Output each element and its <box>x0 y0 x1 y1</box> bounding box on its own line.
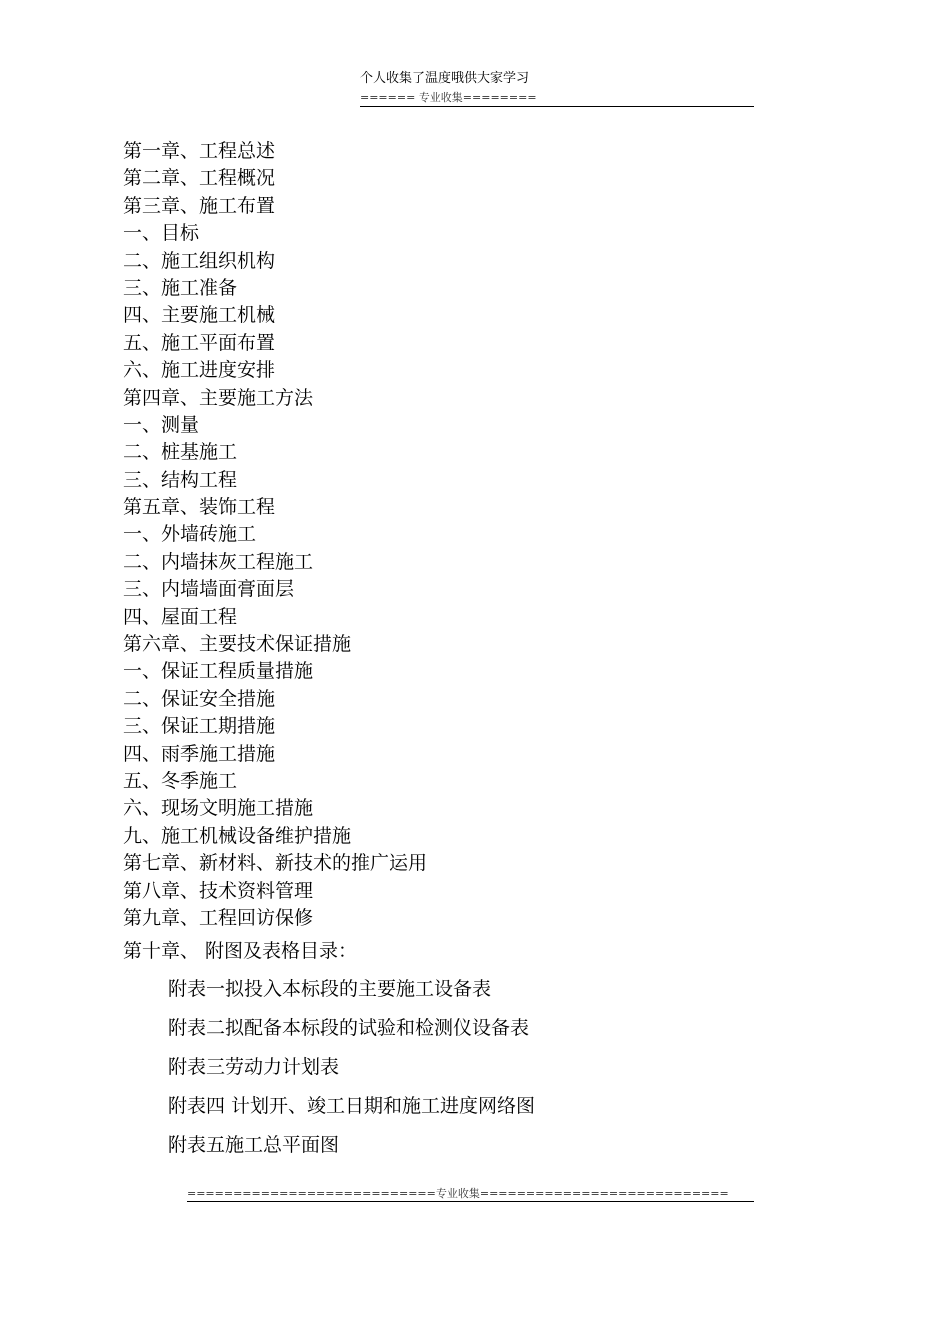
toc-item: 第一章、工程总述 <box>123 140 276 162</box>
appendix-heading: 第十章、 附图及表格目录： <box>123 940 358 962</box>
toc-item: 一、保证工程质量措施 <box>123 660 314 683</box>
toc-item: 一、测量 <box>123 413 200 436</box>
toc-item: 第四章、主要施工方法 <box>123 386 314 409</box>
toc-item: 三、结构工程 <box>123 468 238 491</box>
toc-item: 二、桩基施工 <box>123 441 238 464</box>
toc-item: 三、内墙墙面膏面层 <box>123 578 295 601</box>
toc-item: 第三章、施工布置 <box>123 194 276 217</box>
toc-item: 六、现场文明施工措施 <box>123 797 314 820</box>
toc-item: 第九章、工程回访保修 <box>123 906 314 929</box>
toc-item: 第二章、工程概况 <box>123 167 276 190</box>
toc-item: 一、目标 <box>123 222 200 245</box>
appendix-item: 附表五施工总平面图 <box>168 1134 340 1156</box>
toc-item: 一、外墙砖施工 <box>123 523 257 546</box>
appendix-item: 附表二拟配备本标段的试验和检测仪设备表 <box>168 1017 530 1039</box>
toc-item: 第六章、主要技术保证措施 <box>123 633 352 656</box>
toc-item: 二、内墙抹灰工程施工 <box>123 550 314 573</box>
toc-item: 四、主要施工机械 <box>123 304 276 327</box>
toc-item: 二、保证安全措施 <box>123 687 276 710</box>
toc-item: 第八章、技术资料管理 <box>123 879 314 902</box>
toc-item: 四、屋面工程 <box>123 605 238 628</box>
page-header-title <box>360 70 754 88</box>
toc-item: 四、雨季施工措施 <box>123 742 276 765</box>
appendix-item: 附表一拟投入本标段的主要施工设备表 <box>168 978 492 1000</box>
toc-item: 三、施工准备 <box>123 276 238 299</box>
page-footer: ===========================专业收集=========================== <box>187 1187 754 1202</box>
toc-item: 五、施工平面布置 <box>123 331 276 354</box>
toc-item: 第七章、新材料、新技术的推广运用 <box>123 852 428 875</box>
toc-item: 九、施工机械设备维护措施 <box>123 824 352 847</box>
header-title-text: 个人收集了温度哦供大家学习 <box>360 71 530 86</box>
toc-item: 二、施工组织机构 <box>123 249 276 272</box>
appendix-list <box>168 976 535 1171</box>
toc-item: 三、保证工期措施 <box>123 715 276 738</box>
toc-item: 第五章、装饰工程 <box>123 496 276 519</box>
appendix-item: 附表三劳动力计划表 <box>168 1056 340 1078</box>
toc-item: 五、冬季施工 <box>123 769 238 792</box>
toc-item: 六、施工进度安排 <box>123 359 276 382</box>
page-header-subtitle: ====== 专业收集======== <box>360 91 754 107</box>
appendix-item: 附表四 计划开、竣工日期和施工进度网络图 <box>168 1095 536 1117</box>
table-of-contents <box>123 138 427 932</box>
